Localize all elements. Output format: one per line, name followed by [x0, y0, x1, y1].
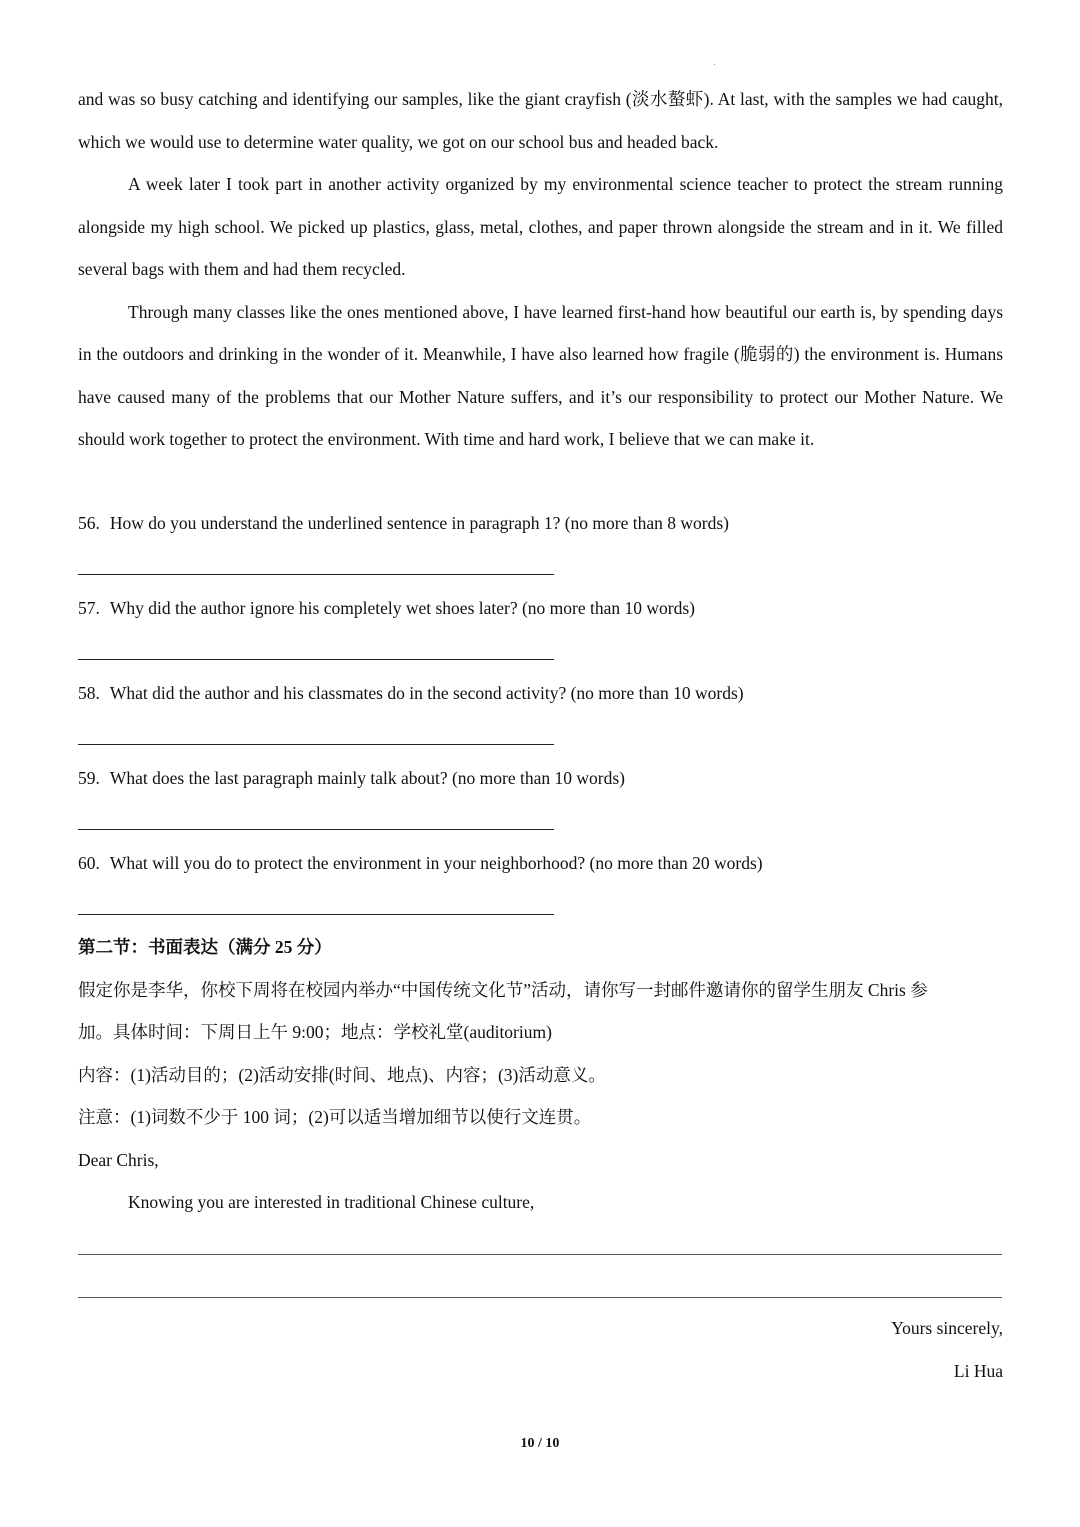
- answer-line[interactable]: [78, 829, 554, 830]
- passage-paragraph: Through many classes like the ones mentioned above, I have learned first-hand how beautiful our earth is, by spending days in the outdoors and drinking in the wonder of it. Meanwhile, I have also learned how fragile (脆弱的) the environment is. Humans have caused many of the problems that our Mother Nature suffers, and it’s our responsibility to protect our Mother Nature. We should work together to protect the environment. With time and hard work, I believe that we can make it.: [78, 301, 1003, 449]
- question-number: 56.: [78, 513, 100, 533]
- writing-section: [78, 926, 1003, 1224]
- writing-line[interactable]: [78, 1297, 1002, 1298]
- notes: 注意：(1)词数不少于 100 词；(2)可以适当增加细节以使行文连贯。: [78, 1107, 592, 1127]
- prompt-line: 假定你是李华，你校下周将在校园内举办“中国传统文化节”活动，请你写一封邮件邀请你的留学生朋友 Chris 参: [78, 979, 928, 1000]
- prompt-line: 加。具体时间：下周日上午 9:00；地点：学校礼堂(auditorium): [78, 1022, 552, 1042]
- opening-sentence: Knowing you are interested in traditional Chinese culture,: [128, 1192, 535, 1212]
- question-text: Why did the author ignore his completely wet shoes later? (no more than 10 words): [109, 598, 695, 618]
- question-list: [78, 502, 1003, 927]
- question-number: 57.: [78, 598, 100, 618]
- answer-line[interactable]: [78, 914, 554, 915]
- content-requirements: 内容：(1)活动目的；(2)活动安排(时间、地点)、内容；(3)活动意义。: [78, 1064, 606, 1085]
- question-59: [78, 757, 1003, 842]
- question-text: What does the last paragraph mainly talk about? (no more than 10 words): [109, 768, 625, 788]
- answer-line[interactable]: [78, 744, 554, 745]
- closing: Yours sincerely,: [891, 1318, 1003, 1338]
- question-56: [78, 502, 1003, 587]
- question-60: [78, 842, 1003, 927]
- salutation: Dear Chris,: [78, 1149, 159, 1170]
- reading-passage: [78, 78, 1003, 461]
- answer-line[interactable]: [78, 659, 554, 660]
- question-number: 58.: [78, 683, 100, 703]
- question-58: [78, 672, 1003, 757]
- page-number: 10 / 10: [520, 1436, 560, 1451]
- section-heading: 第二节：书面表达（满分 25 分）: [78, 937, 332, 957]
- question-text: What will you do to protect the environment in your neighborhood? (no more than 20 words): [109, 853, 763, 873]
- signature: Li Hua: [953, 1361, 1003, 1381]
- scan-speck: [714, 64, 715, 65]
- question-number: 60.: [78, 853, 100, 873]
- question-57: [78, 587, 1003, 672]
- answer-line[interactable]: [78, 574, 554, 575]
- question-text: How do you understand the underlined sentence in paragraph 1? (no more than 8 words): [109, 513, 729, 533]
- question-text: What did the author and his classmates do in the second activity? (no more than 10 words): [109, 683, 744, 703]
- writing-line[interactable]: [78, 1254, 1002, 1255]
- question-number: 59.: [78, 768, 100, 788]
- passage-paragraph: A week later I took part in another activity organized by my environmental science teacher to protect the stream running alongside my high school. We picked up plastics, glass, metal, clothes, and paper thrown alongside the stream and in it. We filled several bags with them and had them recycled.: [78, 174, 1003, 279]
- passage-paragraph: and was so busy catching and identifying our samples, like the giant crayfish (淡水螯虾). At last, with the samples we had caught, which we would use to determine water quality, we got on our school bus and headed back.: [78, 89, 1003, 152]
